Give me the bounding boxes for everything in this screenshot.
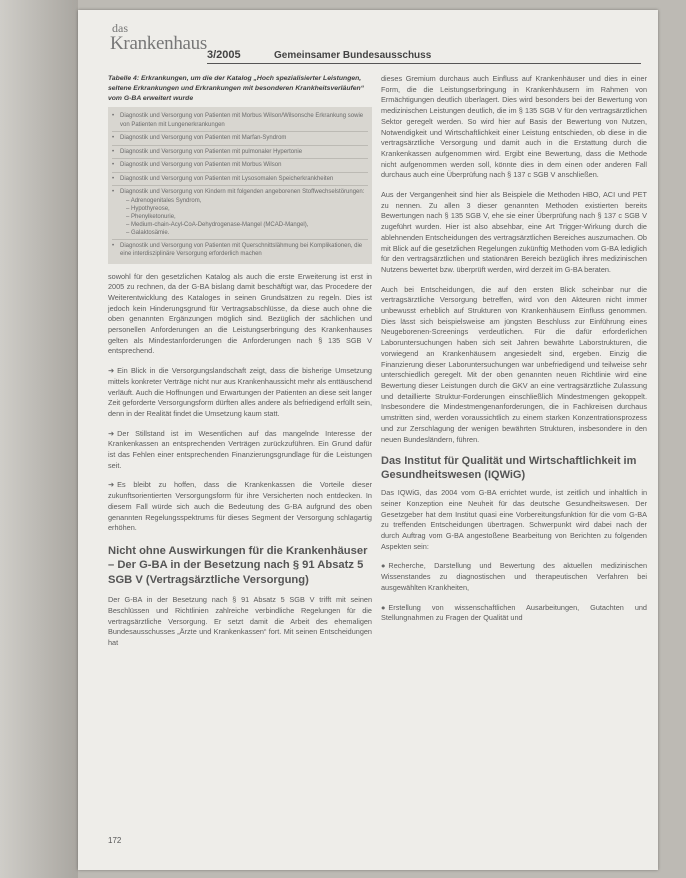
table-caption: Tabelle 4: Erkrankungen, um die der Katalog „Hoch spezialisierter Leistungen, seltene Erkrankungen und Erkrankungen mit besonderen Krankheitsverläufen“ vom G-BA erweitert wurde: [108, 75, 365, 102]
body-paragraph: Aus der Vergangenheit sind hier als Beispiele die Methoden HBO, ACI und PET zu nennen. Zu allen 3 dieser genannten Methoden existierten bereits Bewertungen nach § 135 SGB V, ehe sie einer Überprüfung nach § 137 c SGB V zugeführt wurden. Hier ist also absehbar, eine Art Trigger-Wirkung durch die ablehnenden Entscheidungen des vertragsärztlichen Bereiches auszumachen. Ob mit Blick auf die gesetzlichen Regelungen zukünftig Methoden vom G-BA lediglich für den vertragsärztlichen und stationären Bereich bezüglich ihres medizinischen Nutzens bewertet bzw. überprüft werden, wird derzeit im G-BA beraten.: [381, 190, 647, 274]
table-row-text: Diagnostik und Versorgung von Patienten mit Morbus Wilson/Wilsonsche Erkrankung sowie von Patienten mit Lungenerkrankungen: [120, 113, 364, 128]
bullet-icon: •: [112, 189, 115, 195]
document-page: [78, 10, 658, 870]
table-row-text: Diagnostik und Versorgung von Patienten mit Morbus Wilson: [120, 162, 282, 168]
body-paragraph: Auch bei Entscheidungen, die auf den ersten Blick scheinbar nur die vertragsärztliche Versorgung betreffen, wird von den Akteuren nicht immer unbewusst erheblich auf Strukturen von Krankenhäusern Einfluss genommen. Dies lässt sich beispielsweise am jüngsten Beschluss zur Einführung eines Neugeborenen-Screenings verdeutlichen. Für die dafür erforderlichen Laboruntersuchungen haben sich seit Jahren bewährte Laborstrukturen, die vorwiegend an Krankenhäusern angesiedelt sind, ergeben. Einzig die Finanzierung dieser Laboruntersuchungen war unbefriedigend und teilweise sehr unterschiedlich geregelt. Mit der oben genannten neuen Richtlinie wird eine Bewertung dieser Leistungen durch die GKV an eine vertragsärztliche Zulassung und detaillierte Struktur-Forderungen einschließlich Mindestmengen gekoppelt. Insbesondere die Mindestmengenanforderungen, die in Fachkreisen durchaus umstritten sind, werden voraussichtlich zu einem starken Konzentrationsprozess und zur Zerschlagung der wenigen bewährten Strukturen, insbesondere in den neuen Bundesländern, führen.: [381, 284, 647, 444]
sublist-item: – Galaktosämie.: [126, 229, 170, 236]
header-rule: [207, 63, 641, 64]
table-row: [112, 146, 368, 160]
section-heading: Das Institut für Qualität und Wirtschaftlichkeit im Gesundheitswesen (IQWiG): [381, 455, 637, 482]
body-paragraph: ➜ Ein Blick in die Versorgungslandschaft zeigt, dass die bisherige Umsetzung mittels konkreter Verträge nicht nur aus Krankenhaussicht mehr als enttäuschend verläuft. Auch die Hoffnungen und Erwartungen der Patienten an diese seit langer Zeit geforderte Versorgungsform dürften alles andere als befriedigend erfüllt sein, denn in der Realität findet die Umsetzung kaum statt.: [108, 366, 372, 418]
bullet-icon: •: [112, 148, 115, 155]
table-row-text: Diagnostik und Versorgung von Patienten mit Lysosomalen Speicherkrankheiten: [120, 175, 334, 182]
table-row: [112, 132, 368, 146]
journal-logo: [110, 22, 207, 53]
body-paragraph: dieses Gremium durchaus auch Einfluss auf Krankenhäuser und dies in einer Form, die die Leistungserbringung in Krankenhäusern im Rahmen von Ermächtigungen deutlich überlagert. Dies wird besonders bei der Bewertung von medizinischen Leistungen deutlich, die im § 135 SGB V für den vertragsärztlichen Sektor geregelt werden. So wird hier auf Basis der Bewertung von Nutzen, Notwendigkeit und Wirtschaftlichkeit einer Leistung entschieden, ob diese in die vertragsärztliche Versorgung und damit auch in die Erstattung durch die Krankenkassen aufgenommen wird. Ergibt eine Bewertung, dass die Methode nicht aufgenommen werden soll, könnte dies in dem einen oder anderen Fall durchaus auch eine Überprüfung nach § 137 c SGB V anschließen.: [381, 74, 647, 180]
sublist-item: – Medium-chain-Acyl-CoA-Dehydrogenase-Mangel (MCAD-Mangel),: [126, 221, 309, 228]
body-paragraph: ➜ Der Stillstand ist im Wesentlichen auf das mangelnde Interesse der Krankenkassen an entsprechenden Verträgen zurückzuführen. Ein Grund dafür ist das Fehlen einer entsprechenden Finanzierungsgrundlage für die Leistungen seit.: [108, 428, 372, 470]
sublist-item: – Adrenogenitales Syndrom,: [126, 197, 202, 204]
issue-number: 3/2005: [207, 49, 241, 61]
bullet-icon: •: [112, 113, 115, 119]
body-paragraph: ➜ Es bleibt zu hoffen, dass die Krankenkassen die Vorteile dieser zukunftsorientierten Versorgungsform für ihre Versicherten noch entdecken. In diesem Fall würde sich auch die Bedeutung des G-BA aufgrund des oben genannten Regelungsspektrums für dieses Segment der Versorgung schlagartig erhöhen.: [108, 480, 372, 533]
bullet-icon: •: [112, 135, 115, 141]
table-row: [112, 240, 368, 261]
table-row: [112, 159, 368, 173]
body-paragraph: Der G-BA in der Besetzung nach § 91 Absatz 5 SGB V trifft mit seinen Beschlüssen und Richtlinien zahlreiche verbindliche Regelungen für die vertragsärztliche Versorgung. Er setzt damit die Arbeit des ehemaligen Bundesausschusses „Ärzte und Krankenkassen“ fort. Mit seinen Entscheidungen hat: [108, 595, 372, 647]
bullet-icon: ●: [381, 602, 386, 612]
bullet-icon: •: [112, 162, 115, 168]
table-row-text: Diagnostik und Versorgung von Patienten mit pulmonaler Hypertonie: [120, 148, 303, 155]
table-row-text: Diagnostik und Versorgung von Patienten mit Querschnittslähmung bei Komplikationen, die eine interdisziplinäre Versorgung erforderlich machen: [120, 242, 363, 257]
arrow-icon: ➜: [108, 428, 115, 438]
sublist-item: – Hypothyreose,: [126, 205, 170, 212]
scan-edge: [0, 0, 78, 878]
sublist: [120, 197, 368, 237]
body-paragraph: sowohl für den gesetzlichen Katalog als auch die erste Erweiterung ist erst in 2005 zu rechnen, da der G-BA bislang damit beschäftigt war, das Procedere der Weiterentwicklung des Kataloges in seinen Grundsätzen zu regeln. Dies ist jedoch kein Hinderungsgrund für Vertragsabschlüsse, da diese auch ohne die oben genannten Ergänzungen möglich sind. Bezüglich der sächlichen und personellen Anforderungen an die Leistungserbringung des Krankenhauses gelten als Mindestanforderungen die Anforderungen nach § 135 SGB V entsprechend.: [108, 271, 372, 356]
table-row-text: Diagnostik und Versorgung von Kindern mit folgenden angeborenen Stoffwechselstörungen:: [120, 189, 365, 195]
bullet-icon: •: [112, 175, 115, 182]
sublist-item: – Phenylketonurie,: [126, 213, 176, 220]
right-column: [381, 74, 647, 633]
bullet-icon: •: [112, 242, 115, 249]
table-row: [112, 173, 368, 187]
page-number: 172: [108, 836, 122, 845]
section-title: Gemeinsamer Bundesausschuss: [274, 50, 432, 61]
left-column: [108, 74, 372, 658]
body-paragraph: Das IQWiG, das 2004 vom G-BA errichtet wurde, ist zeitlich und inhaltlich in seiner Konzeption eine Neuheit für das deutsche Gesundheitswesen. Der Gesetzgeber hat dem Institut quasi eine Vorbereitungsfunktion für die vom G-BA zu treffenden Entscheidungen übertragen. Schwerpunkt wird dabei nach der durch Auftrag vom G-BA angestoßene Bearbeitung von Berichten zu folgenden Aspekten sein:: [381, 488, 647, 551]
bullet-icon: ●: [381, 561, 386, 571]
table-row: [112, 186, 368, 240]
table-row-text: Diagnostik und Versorgung von Patienten mit Marfan-Syndrom: [120, 135, 287, 141]
section-heading: Nicht ohne Auswirkungen für die Krankenhäuser – Der G-BA in der Besetzung nach § 91 Absatz 5 SGB V (Vertragsärztliche Versorgung): [108, 544, 368, 586]
body-paragraph: ● Erstellung von wissenschaftlichen Ausarbeitungen, Gutachten und Stellungnahmen zu Fragen der Qualität und: [381, 602, 647, 623]
table-row: [112, 110, 368, 132]
logo-line1: das: [112, 21, 128, 35]
body-paragraph: ● Recherche, Darstellung und Bewertung des aktuellen medizinischen Wissenstandes zu diagnostischen und therapeutischen Verfahren bei ausgewählten Krankheiten,: [381, 561, 647, 592]
arrow-icon: ➜: [108, 366, 115, 376]
table-box: [108, 107, 372, 264]
arrow-icon: ➜: [108, 480, 115, 490]
logo-line2: Krankenhaus: [110, 33, 207, 54]
